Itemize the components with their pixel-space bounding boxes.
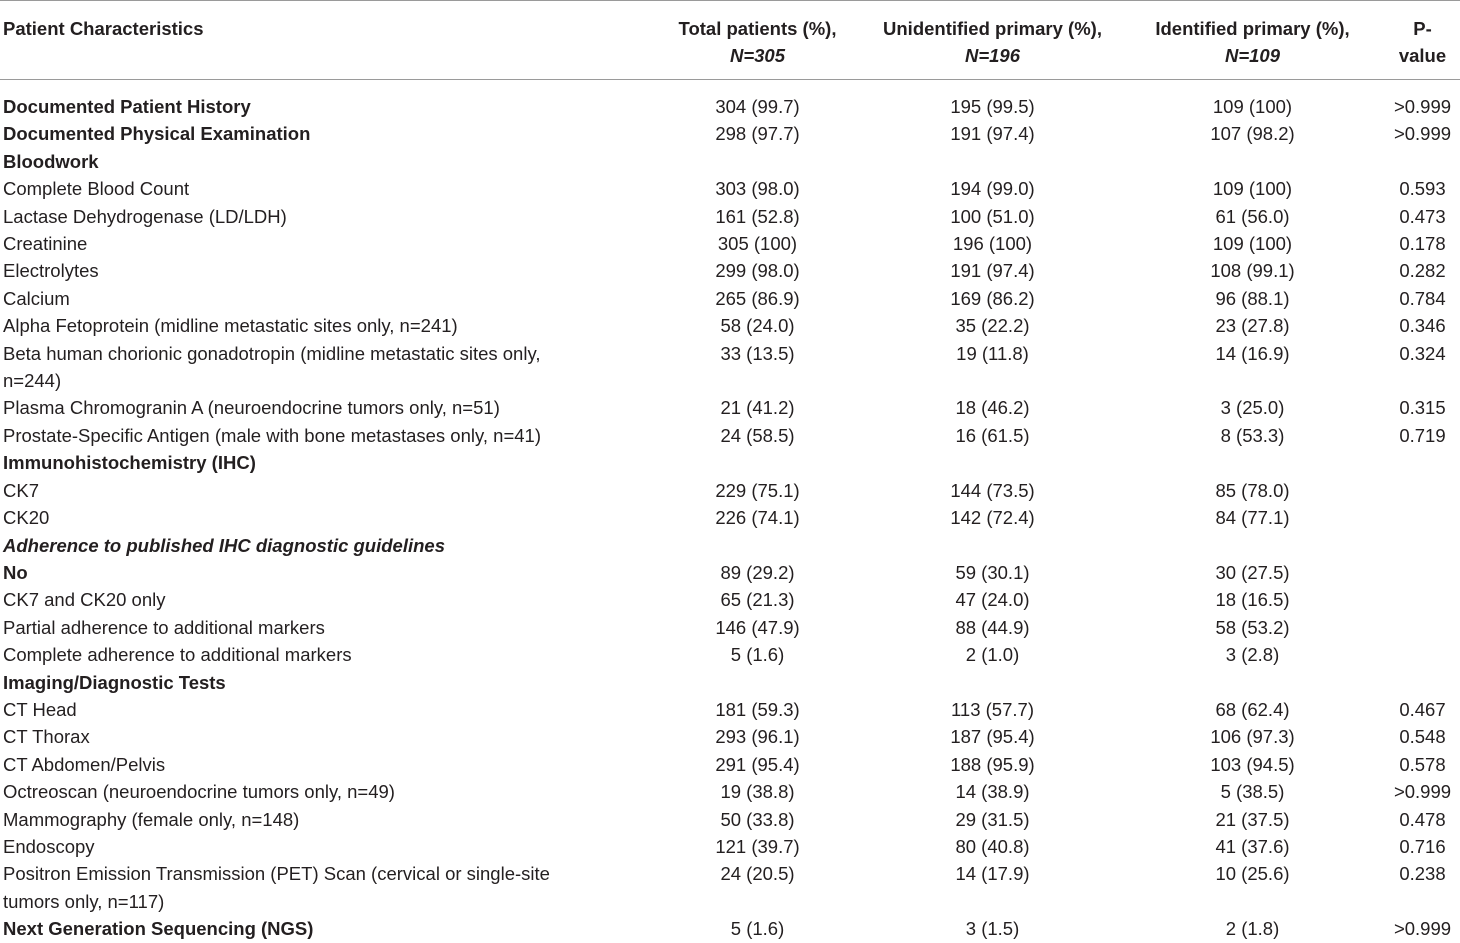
cell-total — [650, 669, 865, 696]
cell-unidentified: 2 (1.0) — [965, 644, 1020, 666]
row-label: Calcium — [3, 287, 70, 309]
cell-identified: 21 (37.5) — [1215, 808, 1290, 830]
table-row — [0, 80, 1460, 121]
cell-unidentified: 169 (86.2) — [950, 287, 1035, 309]
cell-pvalue — [1385, 477, 1460, 504]
cell-pvalue: >0.999 — [1393, 96, 1452, 117]
row-label: Electrolytes — [3, 260, 99, 282]
cell-unidentified: 195 (99.5) — [950, 96, 1035, 117]
cell-unidentified — [865, 532, 1120, 559]
section-row — [0, 148, 1460, 175]
cell-total: 304 (99.7) — [715, 96, 800, 117]
row-label: CK7 — [3, 479, 39, 501]
row-label: Partial adherence to additional markers — [3, 616, 325, 638]
cell-identified — [1120, 449, 1385, 476]
cell-pvalue — [1385, 559, 1460, 586]
cell-unidentified: 35 (22.2) — [955, 315, 1030, 337]
table-row — [0, 806, 1460, 833]
table-row — [0, 586, 1460, 613]
cell-unidentified: 14 (38.9) — [955, 781, 1030, 803]
cell-identified — [1120, 148, 1385, 175]
cell-pvalue — [1385, 504, 1460, 531]
cell-total: 19 (38.8) — [720, 781, 795, 803]
cell-identified: 103 (94.5) — [1210, 753, 1295, 775]
table-row — [0, 477, 1460, 504]
cell-identified: 5 (38.5) — [1220, 781, 1285, 803]
table-row — [0, 340, 1460, 395]
cell-identified: 18 (16.5) — [1215, 589, 1290, 611]
section-label: Adherence to published IHC diagnostic guidelines — [3, 534, 445, 556]
table-row — [0, 641, 1460, 668]
table-row — [0, 751, 1460, 778]
row-label: CT Thorax — [3, 726, 90, 748]
cell-total: 89 (29.2) — [720, 561, 795, 583]
cell-pvalue — [1385, 449, 1460, 476]
cell-unidentified: 19 (11.8) — [956, 342, 1029, 364]
cell-identified: 3 (25.0) — [1220, 397, 1285, 419]
cell-total: 293 (96.1) — [715, 726, 800, 748]
cell-identified: 8 (53.3) — [1220, 424, 1285, 446]
cell-pvalue — [1385, 532, 1460, 559]
cell-unidentified: 59 (30.1) — [955, 561, 1030, 583]
row-label: Mammography (female only, n=148) — [3, 808, 300, 830]
cell-identified: 10 (25.6) — [1215, 863, 1290, 885]
row-label: Documented Physical Examination — [3, 123, 311, 145]
cell-pvalue: 0.324 — [1399, 342, 1446, 364]
cell-total: 303 (98.0) — [715, 178, 800, 200]
table-row — [0, 860, 1460, 915]
cell-total: 5 (1.6) — [730, 918, 785, 940]
cell-unidentified: 18 (46.2) — [955, 397, 1030, 419]
cell-total: 33 (13.5) — [720, 342, 795, 364]
table-row — [0, 394, 1460, 421]
cell-unidentified: 80 (40.8) — [955, 835, 1030, 857]
cell-total: 305 (100) — [717, 233, 798, 255]
cell-unidentified: 191 (97.4) — [950, 123, 1035, 145]
cell-pvalue: 0.178 — [1399, 233, 1446, 255]
row-label: Positron Emission Transmission (PET) Scan (cervical or single-site tumors only, n=117) — [3, 863, 550, 912]
row-label: Octreoscan (neuroendocrine tumors only, n=49) — [3, 781, 395, 803]
cell-total: 5 (1.6) — [730, 644, 785, 666]
cell-identified: 109 (100) — [1212, 96, 1293, 117]
section-label: Bloodwork — [3, 150, 99, 172]
row-label: CT Head — [3, 698, 77, 720]
cell-identified: 61 (56.0) — [1215, 205, 1290, 227]
cell-unidentified: 29 (31.5) — [955, 808, 1030, 830]
table-row — [0, 723, 1460, 750]
table-row — [0, 504, 1460, 531]
cell-unidentified: 113 (57.7) — [951, 698, 1034, 720]
cell-unidentified — [865, 449, 1120, 476]
cell-pvalue: 0.315 — [1399, 397, 1446, 419]
cell-unidentified: 187 (95.4) — [950, 726, 1035, 748]
section-row — [0, 449, 1460, 476]
cell-total: 146 (47.9) — [715, 616, 800, 638]
cell-pvalue — [1385, 148, 1460, 175]
cell-pvalue — [1385, 614, 1460, 641]
section-label: Immunohistochemistry (IHC) — [3, 452, 256, 474]
row-label: CT Abdomen/Pelvis — [3, 753, 166, 775]
cell-unidentified: 47 (24.0) — [955, 589, 1030, 611]
cell-total: 291 (95.4) — [715, 753, 800, 775]
cell-identified: 84 (77.1) — [1215, 507, 1290, 529]
cell-pvalue: 0.467 — [1399, 698, 1446, 720]
cell-total — [650, 532, 865, 559]
cell-unidentified: 194 (99.0) — [950, 178, 1035, 200]
cell-total: 161 (52.8) — [715, 205, 800, 227]
cell-unidentified: 88 (44.9) — [955, 616, 1030, 638]
row-label: Complete Blood Count — [3, 178, 190, 200]
table-row — [0, 285, 1460, 312]
table-row — [0, 257, 1460, 284]
cell-identified: 30 (27.5) — [1215, 561, 1290, 583]
cell-total: 58 (24.0) — [720, 315, 795, 337]
row-label: Documented Patient History — [3, 96, 251, 117]
cell-pvalue: >0.999 — [1393, 123, 1452, 145]
row-label: Lactase Dehydrogenase (LD/LDH) — [3, 205, 287, 227]
row-label: Next Generation Sequencing (NGS) — [3, 918, 314, 940]
cell-total: 181 (59.3) — [715, 698, 800, 720]
cell-pvalue: 0.282 — [1399, 260, 1446, 282]
cell-unidentified — [865, 148, 1120, 175]
header-row — [0, 1, 1460, 80]
cell-total: 24 (58.5) — [720, 424, 795, 446]
cell-identified: 109 (100) — [1212, 233, 1293, 255]
cell-total: 299 (98.0) — [715, 260, 800, 282]
cell-identified: 106 (97.3) — [1210, 726, 1295, 748]
cell-identified: 85 (78.0) — [1215, 479, 1290, 501]
cell-total: 65 (21.3) — [720, 589, 795, 611]
section-label: Imaging/Diagnostic Tests — [3, 671, 226, 693]
cell-total: 21 (41.2) — [720, 397, 795, 419]
cell-identified: 23 (27.8) — [1215, 315, 1290, 337]
cell-total: 24 (20.5) — [720, 863, 795, 885]
cell-identified: 2 (1.8) — [1225, 918, 1280, 940]
section-row — [0, 532, 1460, 559]
cell-pvalue: 0.478 — [1399, 808, 1446, 830]
cell-pvalue: 0.238 — [1399, 863, 1446, 885]
cell-pvalue: 0.719 — [1399, 424, 1446, 446]
row-label: CK20 — [3, 507, 50, 529]
cell-unidentified: 191 (97.4) — [950, 260, 1035, 282]
cell-unidentified — [865, 669, 1120, 696]
cell-identified: 107 (98.2) — [1210, 123, 1295, 145]
cell-pvalue: 0.473 — [1399, 205, 1446, 227]
cell-pvalue: 0.593 — [1399, 178, 1446, 200]
row-label: CK7 and CK20 only — [3, 589, 166, 611]
table-row — [0, 120, 1460, 147]
cell-total — [650, 148, 865, 175]
cell-unidentified: 196 (100) — [952, 233, 1033, 255]
table-row — [0, 175, 1460, 202]
cell-pvalue — [1385, 641, 1460, 668]
header-characteristics: Patient Characteristics — [0, 1, 650, 80]
cell-total: 226 (74.1) — [715, 507, 800, 529]
table-row — [0, 614, 1460, 641]
cell-identified — [1120, 669, 1385, 696]
cell-pvalue — [1385, 586, 1460, 613]
cell-total: 121 (39.7) — [715, 835, 800, 857]
header-pvalue: P- value — [1385, 1, 1460, 80]
cell-identified: 68 (62.4) — [1215, 698, 1290, 720]
cell-identified: 14 (16.9) — [1215, 342, 1290, 364]
cell-unidentified: 188 (95.9) — [950, 753, 1035, 775]
table-row — [0, 230, 1460, 257]
cell-identified — [1120, 532, 1385, 559]
cell-unidentified: 142 (72.4) — [950, 507, 1035, 529]
cell-pvalue: 0.716 — [1399, 835, 1446, 857]
cell-unidentified: 16 (61.5) — [955, 424, 1030, 446]
table-row — [0, 203, 1460, 230]
row-label: Creatinine — [3, 233, 88, 255]
cell-unidentified: 100 (51.0) — [950, 205, 1035, 227]
cell-pvalue: >0.999 — [1393, 781, 1452, 803]
cell-pvalue: 0.578 — [1399, 753, 1446, 775]
header-total: Total patients (%), N=305 — [650, 1, 865, 80]
cell-identified: 41 (37.6) — [1215, 835, 1290, 857]
cell-pvalue: 0.784 — [1399, 287, 1446, 309]
table-row — [0, 778, 1460, 805]
cell-total: 298 (97.7) — [715, 123, 800, 145]
cell-identified: 3 (2.8) — [1225, 644, 1280, 666]
cell-pvalue: 0.346 — [1399, 315, 1446, 337]
table-row — [0, 833, 1460, 860]
row-label: Plasma Chromogranin A (neuroendocrine tumors only, n=51) — [3, 397, 500, 419]
table-row — [0, 422, 1460, 449]
cell-unidentified: 14 (17.9) — [955, 863, 1030, 885]
cell-total: 229 (75.1) — [715, 479, 800, 501]
cell-pvalue: >0.999 — [1393, 918, 1452, 940]
table-row — [0, 559, 1460, 586]
header-identified: Identified primary (%), N=109 — [1120, 1, 1385, 80]
cell-total: 265 (86.9) — [715, 287, 800, 309]
cell-identified: 58 (53.2) — [1215, 616, 1290, 638]
cell-unidentified: 3 (1.5) — [965, 918, 1020, 940]
header-unidentified: Unidentified primary (%), N=196 — [865, 1, 1120, 80]
cell-total — [650, 449, 865, 476]
table-row — [0, 915, 1460, 942]
row-label: Endoscopy — [3, 835, 95, 857]
cell-identified: 96 (88.1) — [1215, 287, 1290, 309]
cell-total: 50 (33.8) — [720, 808, 795, 830]
row-label: Prostate-Specific Antigen (male with bone metastases only, n=41) — [3, 424, 541, 446]
row-label: No — [3, 561, 28, 583]
cell-pvalue: 0.548 — [1399, 726, 1446, 748]
row-label: Alpha Fetoprotein (midline metastatic sites only, n=241) — [3, 315, 458, 337]
cell-pvalue — [1385, 669, 1460, 696]
cell-identified: 109 (100) — [1212, 178, 1293, 200]
table-row — [0, 696, 1460, 723]
cell-unidentified: 144 (73.5) — [950, 479, 1035, 501]
section-row — [0, 669, 1460, 696]
row-label: Complete adherence to additional markers — [3, 644, 352, 666]
cell-identified: 108 (99.1) — [1210, 260, 1295, 282]
row-label: Beta human chorionic gonadotropin (midline metastatic sites only, n=244) — [3, 342, 541, 392]
table-row — [0, 312, 1460, 339]
